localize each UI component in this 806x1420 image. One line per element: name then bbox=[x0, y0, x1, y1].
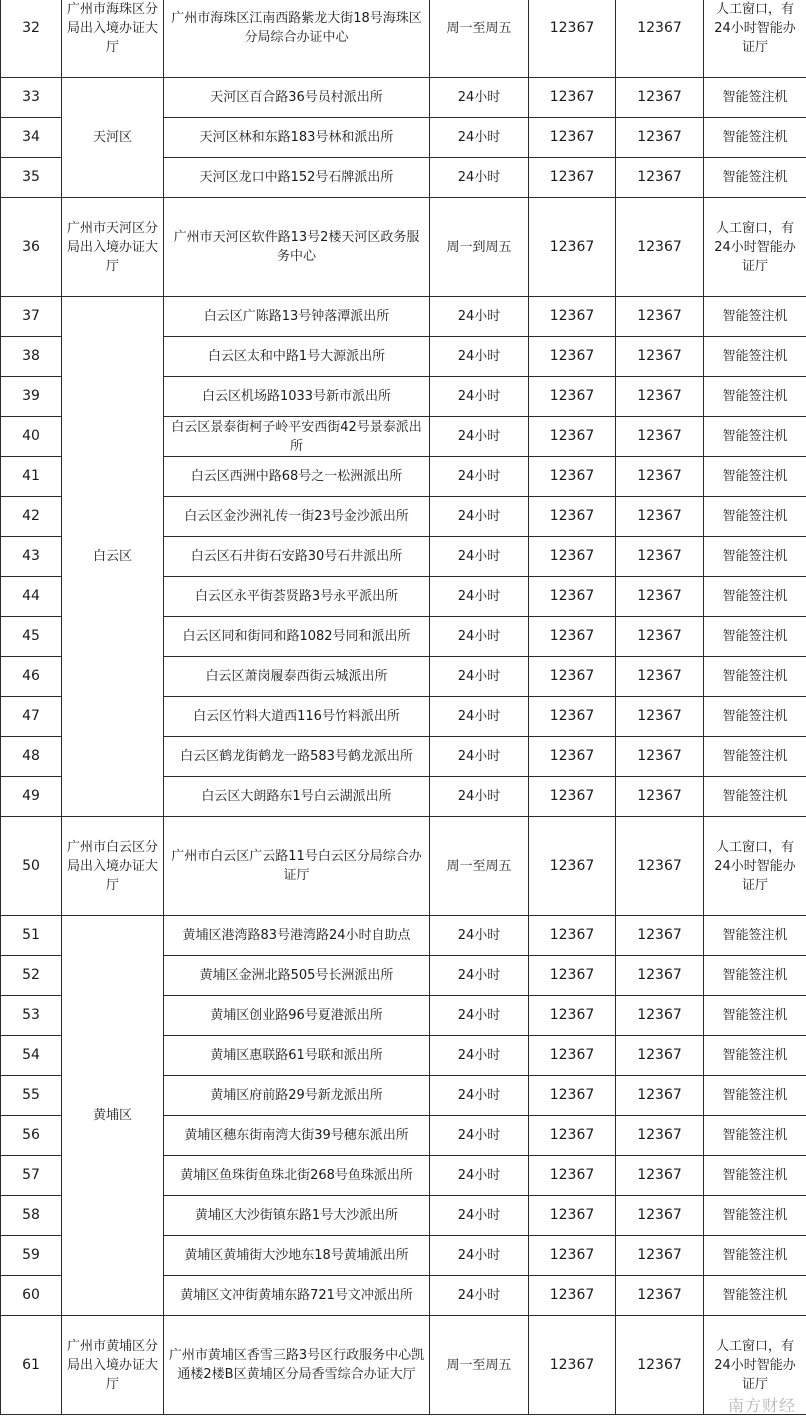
service-cell: 智能签注机 bbox=[704, 1076, 806, 1116]
service-cell: 智能签注机 bbox=[704, 996, 806, 1036]
hours-cell: 周一至周五 bbox=[430, 0, 529, 78]
row-number: 54 bbox=[1, 1036, 62, 1076]
phone-cell: 12367 bbox=[529, 1236, 616, 1276]
address-cell: 白云区石井街石安路30号石井派出所 bbox=[164, 537, 430, 577]
service-cell: 智能签注机 bbox=[704, 337, 806, 377]
hours-cell: 24小时 bbox=[430, 1276, 529, 1316]
hours-cell: 24小时 bbox=[430, 1036, 529, 1076]
service-cell: 智能签注机 bbox=[704, 1276, 806, 1316]
hours-cell: 24小时 bbox=[430, 996, 529, 1036]
service-cell: 智能签注机 bbox=[704, 497, 806, 537]
hours-cell: 24小时 bbox=[430, 1116, 529, 1156]
hours-cell: 24小时 bbox=[430, 1196, 529, 1236]
address-cell: 黄埔区创业路96号夏港派出所 bbox=[164, 996, 430, 1036]
phone-cell: 12367 bbox=[529, 497, 616, 537]
row-number: 58 bbox=[1, 1196, 62, 1236]
phone-cell: 12367 bbox=[616, 1196, 704, 1236]
address-cell: 白云区鹤龙街鹤龙一路583号鹤龙派出所 bbox=[164, 737, 430, 777]
row-number: 60 bbox=[1, 1276, 62, 1316]
row-number: 57 bbox=[1, 1156, 62, 1196]
phone-cell: 12367 bbox=[529, 817, 616, 916]
phone-cell: 12367 bbox=[529, 537, 616, 577]
phone-cell: 12367 bbox=[529, 617, 616, 657]
phone-cell: 12367 bbox=[616, 956, 704, 996]
phone-cell: 12367 bbox=[529, 956, 616, 996]
district-cell: 白云区 bbox=[62, 297, 164, 817]
phone-cell: 12367 bbox=[616, 158, 704, 198]
address-cell: 白云区景泰街柯子岭平安西街42号景泰派出所 bbox=[164, 417, 430, 457]
row-number: 40 bbox=[1, 417, 62, 457]
service-cell: 智能签注机 bbox=[704, 1156, 806, 1196]
row-number: 61 bbox=[1, 1316, 62, 1415]
row-number: 49 bbox=[1, 777, 62, 817]
service-cell: 智能签注机 bbox=[704, 297, 806, 337]
table-row bbox=[1, 78, 806, 118]
address-cell: 白云区同和街同和路1082号同和派出所 bbox=[164, 617, 430, 657]
row-number: 51 bbox=[1, 916, 62, 956]
address-cell: 黄埔区鱼珠街鱼珠北街268号鱼珠派出所 bbox=[164, 1156, 430, 1196]
phone-cell: 12367 bbox=[529, 78, 616, 118]
service-cell: 智能签注机 bbox=[704, 1196, 806, 1236]
hours-cell: 周一到周五 bbox=[430, 198, 529, 297]
phone-cell: 12367 bbox=[529, 916, 616, 956]
hours-cell: 24小时 bbox=[430, 577, 529, 617]
phone-cell: 12367 bbox=[616, 1116, 704, 1156]
row-number: 32 bbox=[1, 0, 62, 78]
district-cell: 黄埔区 bbox=[62, 916, 164, 1316]
phone-cell: 12367 bbox=[529, 158, 616, 198]
hours-cell: 24小时 bbox=[430, 537, 529, 577]
phone-cell: 12367 bbox=[529, 777, 616, 817]
row-number: 59 bbox=[1, 1236, 62, 1276]
address-cell: 天河区龙口中路152号石牌派出所 bbox=[164, 158, 430, 198]
address-cell: 广州市海珠区江南西路紫龙大街18号海珠区分局综合办证中心 bbox=[164, 0, 430, 78]
row-number: 35 bbox=[1, 158, 62, 198]
phone-cell: 12367 bbox=[616, 737, 704, 777]
service-cell: 智能签注机 bbox=[704, 916, 806, 956]
hours-cell: 24小时 bbox=[430, 737, 529, 777]
service-cell: 智能签注机 bbox=[704, 737, 806, 777]
hours-cell: 24小时 bbox=[430, 118, 529, 158]
row-number: 48 bbox=[1, 737, 62, 777]
address-cell: 白云区永平街荟贤路3号永平派出所 bbox=[164, 577, 430, 617]
row-number: 53 bbox=[1, 996, 62, 1036]
address-cell: 黄埔区港湾路83号港湾路24小时自助点 bbox=[164, 916, 430, 956]
phone-cell: 12367 bbox=[616, 417, 704, 457]
phone-cell: 12367 bbox=[529, 1196, 616, 1236]
hours-cell: 24小时 bbox=[430, 916, 529, 956]
phone-cell: 12367 bbox=[616, 198, 704, 297]
phone-cell: 12367 bbox=[529, 1156, 616, 1196]
address-cell: 黄埔区穗东街南湾大街39号穗东派出所 bbox=[164, 1116, 430, 1156]
service-cell: 智能签注机 bbox=[704, 158, 806, 198]
row-number: 50 bbox=[1, 817, 62, 916]
phone-cell: 12367 bbox=[529, 337, 616, 377]
address-cell: 白云区太和中路1号大源派出所 bbox=[164, 337, 430, 377]
service-cell: 智能签注机 bbox=[704, 956, 806, 996]
hours-cell: 24小时 bbox=[430, 78, 529, 118]
phone-cell: 12367 bbox=[616, 1076, 704, 1116]
table-row bbox=[1, 297, 806, 337]
table-row bbox=[1, 198, 806, 297]
hours-cell: 24小时 bbox=[430, 657, 529, 697]
service-cell: 人工窗口，有24小时智能办证厅 bbox=[704, 0, 806, 78]
address-cell: 天河区百合路36号员村派出所 bbox=[164, 78, 430, 118]
row-number: 36 bbox=[1, 198, 62, 297]
district-cell: 广州市天河区分局出入境办证大厅 bbox=[62, 198, 164, 297]
service-cell: 人工窗口，有24小时智能办证厅 bbox=[704, 1316, 806, 1415]
service-cell: 智能签注机 bbox=[704, 417, 806, 457]
address-cell: 广州市黄埔区香雪三路3号区行政服务中心凯通楼2楼B区黄埔区分局香雪综合办证大厅 bbox=[164, 1316, 430, 1415]
phone-cell: 12367 bbox=[616, 817, 704, 916]
service-cell: 智能签注机 bbox=[704, 697, 806, 737]
phone-cell: 12367 bbox=[616, 617, 704, 657]
row-number: 41 bbox=[1, 457, 62, 497]
row-number: 45 bbox=[1, 617, 62, 657]
hours-cell: 24小时 bbox=[430, 617, 529, 657]
address-cell: 黄埔区金洲北路505号长洲派出所 bbox=[164, 956, 430, 996]
row-number: 44 bbox=[1, 577, 62, 617]
phone-cell: 12367 bbox=[616, 777, 704, 817]
hours-cell: 24小时 bbox=[430, 417, 529, 457]
address-cell: 白云区竹料大道西116号竹料派出所 bbox=[164, 697, 430, 737]
row-number: 46 bbox=[1, 657, 62, 697]
hours-cell: 24小时 bbox=[430, 1156, 529, 1196]
service-cell: 人工窗口，有24小时智能办证厅 bbox=[704, 198, 806, 297]
row-number: 42 bbox=[1, 497, 62, 537]
district-cell: 广州市黄埔区分局出入境办证大厅 bbox=[62, 1316, 164, 1415]
phone-cell: 12367 bbox=[616, 0, 704, 78]
address-cell: 黄埔区黄埔街大沙地东18号黄埔派出所 bbox=[164, 1236, 430, 1276]
table-row bbox=[1, 1316, 806, 1415]
phone-cell: 12367 bbox=[616, 697, 704, 737]
hours-cell: 24小时 bbox=[430, 697, 529, 737]
phone-cell: 12367 bbox=[529, 657, 616, 697]
district-cell: 天河区 bbox=[62, 78, 164, 198]
phone-cell: 12367 bbox=[529, 737, 616, 777]
phone-cell: 12367 bbox=[529, 1116, 616, 1156]
phone-cell: 12367 bbox=[529, 457, 616, 497]
address-cell: 天河区林和东路183号林和派出所 bbox=[164, 118, 430, 158]
phone-cell: 12367 bbox=[529, 377, 616, 417]
phone-cell: 12367 bbox=[529, 417, 616, 457]
address-cell: 黄埔区府前路29号新龙派出所 bbox=[164, 1076, 430, 1116]
phone-cell: 12367 bbox=[616, 118, 704, 158]
row-number: 34 bbox=[1, 118, 62, 158]
hours-cell: 周一至周五 bbox=[430, 817, 529, 916]
hours-cell: 24小时 bbox=[430, 297, 529, 337]
service-cell: 智能签注机 bbox=[704, 1036, 806, 1076]
address-cell: 白云区广陈路13号钟落潭派出所 bbox=[164, 297, 430, 337]
district-cell: 广州市海珠区分局出入境办证大厅 bbox=[62, 0, 164, 78]
address-cell: 白云区西洲中路68号之一松洲派出所 bbox=[164, 457, 430, 497]
phone-cell: 12367 bbox=[616, 1236, 704, 1276]
hours-cell: 24小时 bbox=[430, 956, 529, 996]
hours-cell: 24小时 bbox=[430, 497, 529, 537]
phone-cell: 12367 bbox=[529, 1076, 616, 1116]
service-cell: 智能签注机 bbox=[704, 1236, 806, 1276]
address-cell: 白云区金沙洲礼传一街23号金沙派出所 bbox=[164, 497, 430, 537]
phone-cell: 12367 bbox=[616, 337, 704, 377]
address-cell: 白云区机场路1033号新市派出所 bbox=[164, 377, 430, 417]
hours-cell: 24小时 bbox=[430, 337, 529, 377]
table-row bbox=[1, 0, 806, 78]
phone-cell: 12367 bbox=[529, 118, 616, 158]
row-number: 43 bbox=[1, 537, 62, 577]
row-number: 52 bbox=[1, 956, 62, 996]
phone-cell: 12367 bbox=[616, 577, 704, 617]
phone-cell: 12367 bbox=[529, 996, 616, 1036]
phone-cell: 12367 bbox=[616, 537, 704, 577]
row-number: 55 bbox=[1, 1076, 62, 1116]
phone-cell: 12367 bbox=[529, 1316, 616, 1415]
phone-cell: 12367 bbox=[529, 577, 616, 617]
phone-cell: 12367 bbox=[616, 297, 704, 337]
table-row bbox=[1, 817, 806, 916]
hours-cell: 周一至周五 bbox=[430, 1316, 529, 1415]
phone-cell: 12367 bbox=[529, 1036, 616, 1076]
phone-cell: 12367 bbox=[616, 1276, 704, 1316]
phone-cell: 12367 bbox=[616, 1156, 704, 1196]
service-cell: 智能签注机 bbox=[704, 457, 806, 497]
phone-cell: 12367 bbox=[616, 457, 704, 497]
hours-cell: 24小时 bbox=[430, 1236, 529, 1276]
row-number: 38 bbox=[1, 337, 62, 377]
address-cell: 白云区大朗路东1号白云湖派出所 bbox=[164, 777, 430, 817]
phone-cell: 12367 bbox=[529, 297, 616, 337]
phone-cell: 12367 bbox=[529, 1276, 616, 1316]
phone-cell: 12367 bbox=[616, 1316, 704, 1415]
address-cell: 黄埔区惠联路61号联和派出所 bbox=[164, 1036, 430, 1076]
hours-cell: 24小时 bbox=[430, 377, 529, 417]
hours-cell: 24小时 bbox=[430, 457, 529, 497]
address-cell: 广州市白云区广云路11号白云区分局综合办证厅 bbox=[164, 817, 430, 916]
phone-cell: 12367 bbox=[616, 657, 704, 697]
phone-cell: 12367 bbox=[529, 697, 616, 737]
service-cell: 智能签注机 bbox=[704, 777, 806, 817]
phone-cell: 12367 bbox=[616, 996, 704, 1036]
table-row bbox=[1, 916, 806, 956]
phone-cell: 12367 bbox=[616, 377, 704, 417]
address-cell: 白云区萧岗履泰西街云城派出所 bbox=[164, 657, 430, 697]
phone-cell: 12367 bbox=[616, 1036, 704, 1076]
address-cell: 广州市天河区软件路13号2楼天河区政务服务中心 bbox=[164, 198, 430, 297]
service-cell: 智能签注机 bbox=[704, 617, 806, 657]
phone-cell: 12367 bbox=[616, 78, 704, 118]
row-number: 56 bbox=[1, 1116, 62, 1156]
row-number: 39 bbox=[1, 377, 62, 417]
phone-cell: 12367 bbox=[529, 0, 616, 78]
phone-cell: 12367 bbox=[616, 497, 704, 537]
hours-cell: 24小时 bbox=[430, 777, 529, 817]
phone-cell: 12367 bbox=[529, 198, 616, 297]
watermark: 南方财经 bbox=[727, 1396, 796, 1415]
service-cell: 智能签注机 bbox=[704, 537, 806, 577]
service-cell: 智能签注机 bbox=[704, 1116, 806, 1156]
service-cell: 智能签注机 bbox=[704, 78, 806, 118]
address-cell: 黄埔区文冲街黄埔东路721号文冲派出所 bbox=[164, 1276, 430, 1316]
service-cell: 智能签注机 bbox=[704, 577, 806, 617]
address-cell: 黄埔区大沙街镇东路1号大沙派出所 bbox=[164, 1196, 430, 1236]
row-number: 33 bbox=[1, 78, 62, 118]
service-cell: 智能签注机 bbox=[704, 657, 806, 697]
service-cell: 人工窗口，有24小时智能办证厅 bbox=[704, 817, 806, 916]
phone-cell: 12367 bbox=[616, 916, 704, 956]
district-cell: 广州市白云区分局出入境办证大厅 bbox=[62, 817, 164, 916]
service-cell: 智能签注机 bbox=[704, 377, 806, 417]
hours-cell: 24小时 bbox=[430, 158, 529, 198]
hours-cell: 24小时 bbox=[430, 1076, 529, 1116]
row-number: 47 bbox=[1, 697, 62, 737]
row-number: 37 bbox=[1, 297, 62, 337]
service-cell: 智能签注机 bbox=[704, 118, 806, 158]
